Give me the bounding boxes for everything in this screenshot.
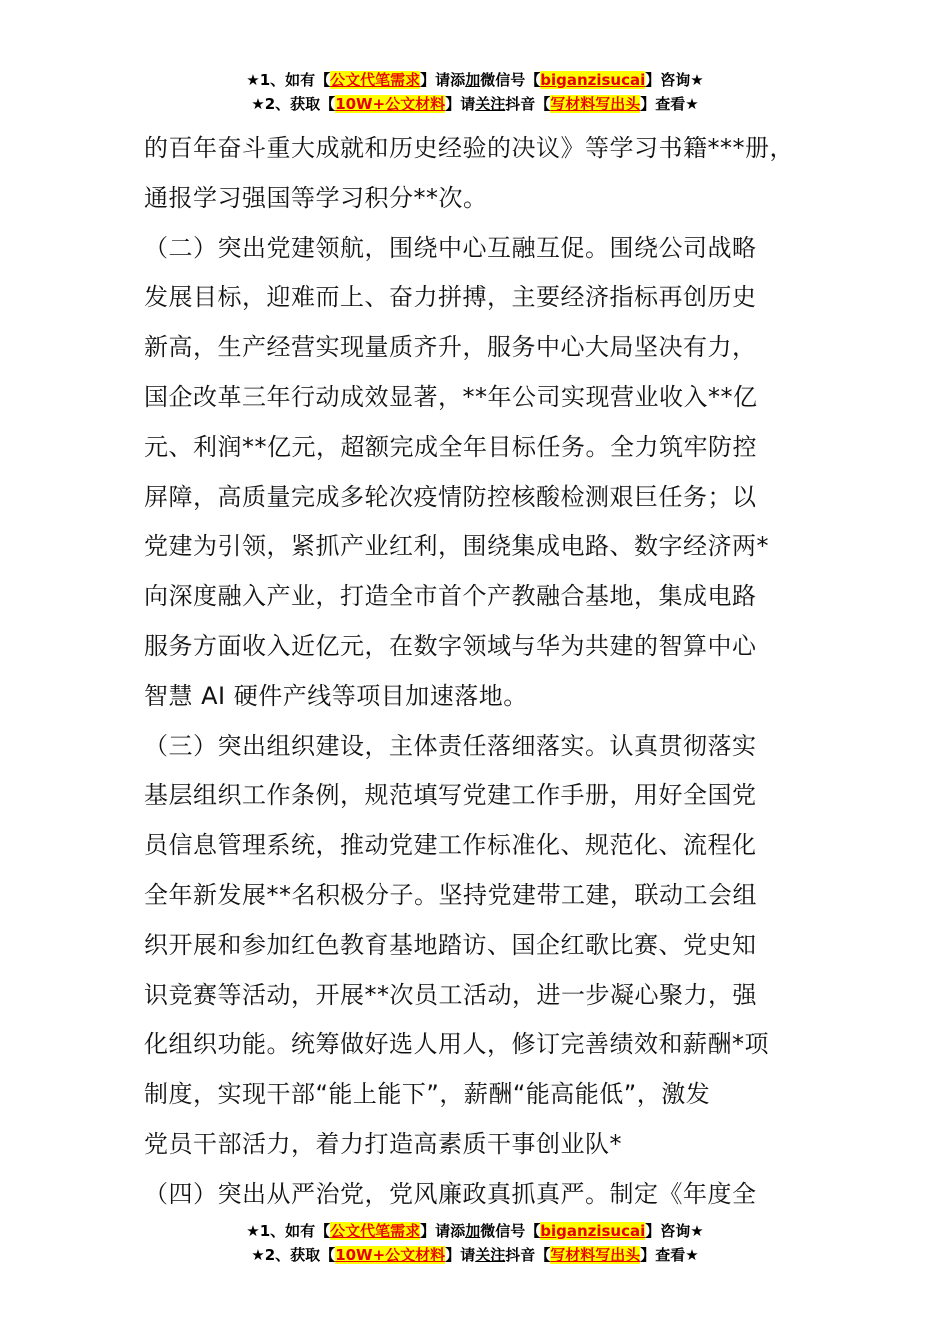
footer-banner (0, 1219, 950, 1267)
body-line: 识竞赛等活动，开展**次员工活动，进一步凝心聚力，强 (144, 980, 757, 1009)
banner-underlined-text: 加 (465, 1222, 481, 1240)
body-line: 通报学习强国等学习积分**次。 (144, 183, 488, 212)
banner-row-1 (0, 1219, 950, 1243)
banner-underlined-text: 关注 (475, 1246, 506, 1264)
body-line: 全年新发展**名积极分子。坚持党建带工建，联动工会组 (144, 880, 757, 909)
banner-highlight-materials: 10W+公文材料 (335, 1246, 446, 1264)
banner-text: 】请 (445, 95, 476, 113)
body-line: 服务方面收入近亿元，在数字领域与华为共建的智算中心 (144, 631, 757, 660)
banner-text: ★2、获取【 (251, 1246, 336, 1264)
body-line: 基层组织工作条例，规范填写党建工作手册，用好全国党 (144, 781, 757, 810)
body-line: 党员干部活力，着力打造高素质干事创业队* (144, 1129, 622, 1158)
banner-underlined-text: 关注 (475, 95, 506, 113)
banner-row-2 (0, 92, 950, 116)
banner-text: 】查看★ (640, 1246, 699, 1264)
banner-row-1 (0, 68, 950, 92)
banner-text: 微信号【 (480, 71, 541, 89)
header-banner (0, 68, 950, 116)
body-line: 员信息管理系统，推动党建工作标准化、规范化、流程化 (144, 831, 757, 860)
banner-highlight-douyin: 写材料写出头 (550, 95, 641, 113)
banner-highlight-materials: 10W+公文材料 (335, 95, 446, 113)
banner-text: ★1、如有【 (246, 71, 331, 89)
section-heading-line: （三）突出组织建设，主体责任落细落实。认真贯彻落实 (144, 731, 757, 760)
banner-row-2 (0, 1243, 950, 1267)
banner-text: 】查看★ (640, 95, 699, 113)
banner-highlight-service: 公文代笔需求 (330, 1222, 421, 1240)
banner-highlight-service: 公文代笔需求 (330, 71, 421, 89)
banner-text: 】请 (445, 1246, 476, 1264)
banner-text: 微信号【 (480, 1222, 541, 1240)
banner-text: 】咨询★ (645, 71, 704, 89)
body-line: 国企改革三年行动成效显著，**年公司实现营业收入**亿 (144, 382, 758, 411)
banner-text: 】请添 (420, 71, 466, 89)
body-line: 向深度融入产业，打造全市首个产教融合基地，集成电路 (144, 582, 757, 611)
section-heading-line: （二）突出党建领航，围绕中心互融互促。围绕公司战略 (144, 233, 757, 262)
body-line: 元、利润**亿元，超额完成全年目标任务。全力筑牢防控 (144, 432, 757, 461)
banner-highlight-douyin: 写材料写出头 (550, 1246, 641, 1264)
section-heading-line: （四）突出从严治党，党风廉政真抓真严。制定《年度全 (144, 1179, 757, 1208)
body-line: 制度，实现干部“能上能下”，薪酬“能高能低”，激发 (144, 1080, 711, 1109)
body-line: 织开展和参加红色教育基地踏访、国企红歌比赛、党史知 (144, 930, 757, 959)
banner-underlined-text: 加 (465, 71, 481, 89)
body-line: 智慧 AI 硬件产线等项目加速落地。 (144, 681, 528, 710)
body-line: 屏障，高质量完成多轮次疫情防控核酸检测艰巨任务；以 (144, 482, 757, 511)
banner-text: 】咨询★ (645, 1222, 704, 1240)
body-line: 党建为引领，紧抓产业红利，围绕集成电路、数字经济两* (144, 532, 769, 561)
banner-text: 抖音【 (505, 95, 551, 113)
banner-text: 】请添 (420, 1222, 466, 1240)
banner-text: 抖音【 (505, 1246, 551, 1264)
banner-text: ★1、如有【 (246, 1222, 331, 1240)
body-line: 的百年奋斗重大成就和历史经验的决议》等学习书籍***册， (144, 134, 794, 162)
banner-highlight-wechat: biganzisucai (540, 71, 646, 89)
document-body (144, 124, 814, 1220)
body-line: 化组织功能。统筹做好选人用人，修订完善绩效和薪酬*项 (144, 1030, 769, 1059)
body-line: 发展目标，迎难而上、奋力拼搏，主要经济指标再创历史 (144, 283, 757, 312)
body-line: 新高，生产经营实现量质齐升，服务中心大局坚决有力， (144, 333, 757, 362)
banner-text: ★2、获取【 (251, 95, 336, 113)
banner-highlight-wechat: biganzisucai (540, 1222, 646, 1240)
